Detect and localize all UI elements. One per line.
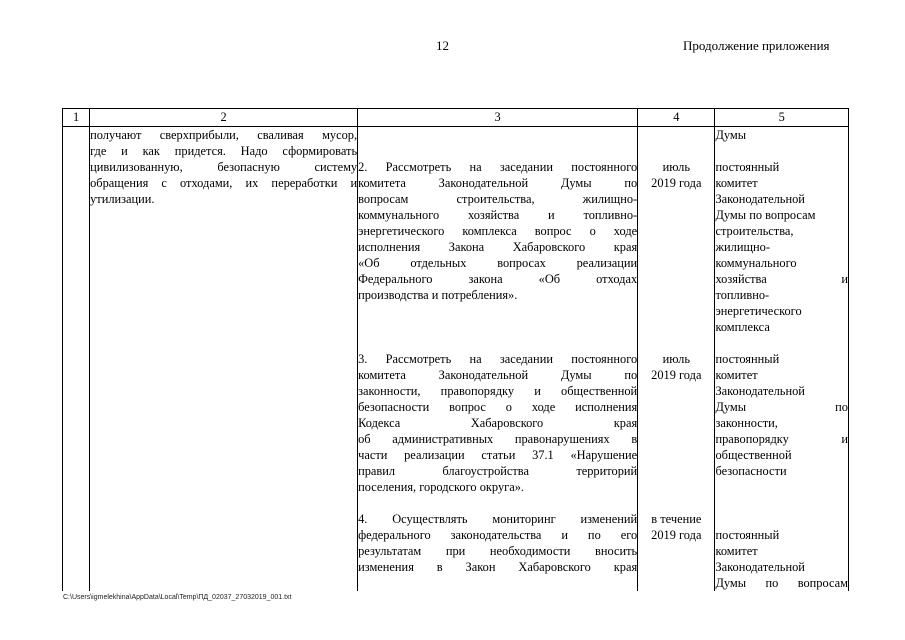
- text-line: «Об отдельных вопросах реализации: [358, 256, 638, 270]
- text-line: об административных правонарушениях в: [358, 432, 638, 446]
- responsible-item-4: [715, 527, 848, 591]
- text-line: правопорядку и: [715, 432, 848, 446]
- action-item-2: [358, 159, 637, 303]
- text-line: безопасности: [715, 464, 787, 478]
- text-line: комитета Законодательной Думы по: [358, 176, 638, 190]
- text-line: где и как придется. Надо сформировать: [90, 144, 358, 158]
- cell-col1: [63, 127, 90, 592]
- text-line: 2. Рассмотреть на заседании постоянного: [358, 160, 638, 174]
- running-head: Продолжение приложения: [683, 38, 830, 53]
- deadline-line: 2019 года: [651, 176, 702, 190]
- text-line: безопасности вопрос о ходе исполнения: [358, 400, 638, 414]
- deadline-line: в течение: [651, 512, 702, 526]
- action-item-4: [358, 511, 637, 575]
- footer-file-path: C:\Users\igmelekhina\AppData\Local\Temp\ПД_02037_27032019_001.txt: [63, 594, 292, 601]
- cell-deadlines: [638, 127, 715, 592]
- text-line: законности, правопорядку и общественной: [358, 384, 638, 398]
- text-line: Законодательной: [715, 192, 805, 206]
- responsible-item-3: [715, 351, 848, 479]
- text-line: исполнения Закона Хабаровского края: [358, 240, 638, 254]
- column-number-4: 4: [638, 109, 715, 127]
- text-line: общественной: [715, 448, 792, 462]
- text-line: законности,: [715, 416, 778, 430]
- text-line: комитет: [715, 544, 758, 558]
- text-line: комитет: [715, 176, 758, 190]
- cell-actions: [358, 127, 638, 592]
- text-line: федерального законодательства и по его: [358, 528, 638, 542]
- measures-table: [62, 108, 849, 591]
- column-number-5: 5: [715, 109, 849, 127]
- text-line: энергетического комплекса вопрос о ходе: [358, 224, 638, 238]
- deadline-line: 2019 года: [651, 368, 702, 382]
- cell-responsible: [715, 127, 849, 592]
- text-line: постоянный: [715, 352, 780, 366]
- deadline-item-4: [638, 511, 714, 543]
- text-line: топливно-: [715, 288, 770, 302]
- deadline-item-3: [638, 351, 714, 383]
- text-line: утилизации.: [90, 192, 155, 206]
- deadline-line: июль: [662, 160, 691, 174]
- text-line: постоянный: [715, 160, 780, 174]
- text-line: поселения, городского округа».: [358, 480, 525, 494]
- text-line: коммунального хозяйства и топливно-: [358, 208, 638, 222]
- responsible-item-2: [715, 159, 848, 335]
- text-line: комплекса: [715, 320, 770, 334]
- text-line: Кодекса Хабаровского края: [358, 416, 638, 430]
- text-line: производства и потребления».: [358, 288, 518, 302]
- text-line: части реализации статьи 37.1 «Нарушение: [358, 448, 638, 462]
- column-number-1: 1: [63, 109, 90, 127]
- text-line: цивилизованную, безопасную систему: [90, 160, 358, 174]
- text-line: хозяйства и: [715, 272, 848, 286]
- text-line: комитета Законодательной Думы по: [358, 368, 638, 382]
- action-item-3: [358, 351, 637, 495]
- text-line: Федерального закона «Об отходах: [358, 272, 638, 286]
- text-line: получают сверхприбыли, сваливая мусор,: [90, 128, 358, 142]
- column-number-2: 2: [90, 109, 358, 127]
- text-line: строительства,: [715, 224, 794, 238]
- text-line: Думы по вопросам: [715, 576, 848, 590]
- text-line: постоянный: [715, 528, 780, 542]
- text-line: изменения в Закон Хабаровского края: [358, 560, 638, 574]
- cell-justification-text: [90, 127, 358, 592]
- text-line: вопросам строительства, жилищно-: [358, 192, 638, 206]
- page-number: 12: [436, 38, 449, 53]
- column-number-3: 3: [358, 109, 638, 127]
- text-line: Законодательной: [715, 560, 805, 574]
- text-line: обращения с отходами, их переработки и: [90, 176, 358, 190]
- text-line: Думы по вопросам: [715, 208, 816, 222]
- deadline-line: 2019 года: [651, 528, 702, 542]
- text-line: жилищно-: [715, 240, 770, 254]
- text-line: коммунального: [715, 256, 797, 270]
- text-line: комитет: [715, 368, 758, 382]
- text-line: Законодательной: [715, 384, 805, 398]
- table-row: [63, 127, 849, 592]
- text-line: 4. Осуществлять мониторинг изменений: [358, 512, 638, 526]
- deadline-item-2: [638, 159, 714, 191]
- text-line: результатам при необходимости вносить: [358, 544, 638, 558]
- column-number-row: [63, 109, 849, 127]
- text-line: 3. Рассмотреть на заседании постоянного: [358, 352, 638, 366]
- text-line: Думы по: [715, 400, 848, 414]
- text-line: энергетического: [715, 304, 802, 318]
- deadline-line: июль: [662, 352, 691, 366]
- text-line: правил благоустройства территорий: [358, 464, 638, 478]
- responsible-intro: Думы: [715, 128, 747, 142]
